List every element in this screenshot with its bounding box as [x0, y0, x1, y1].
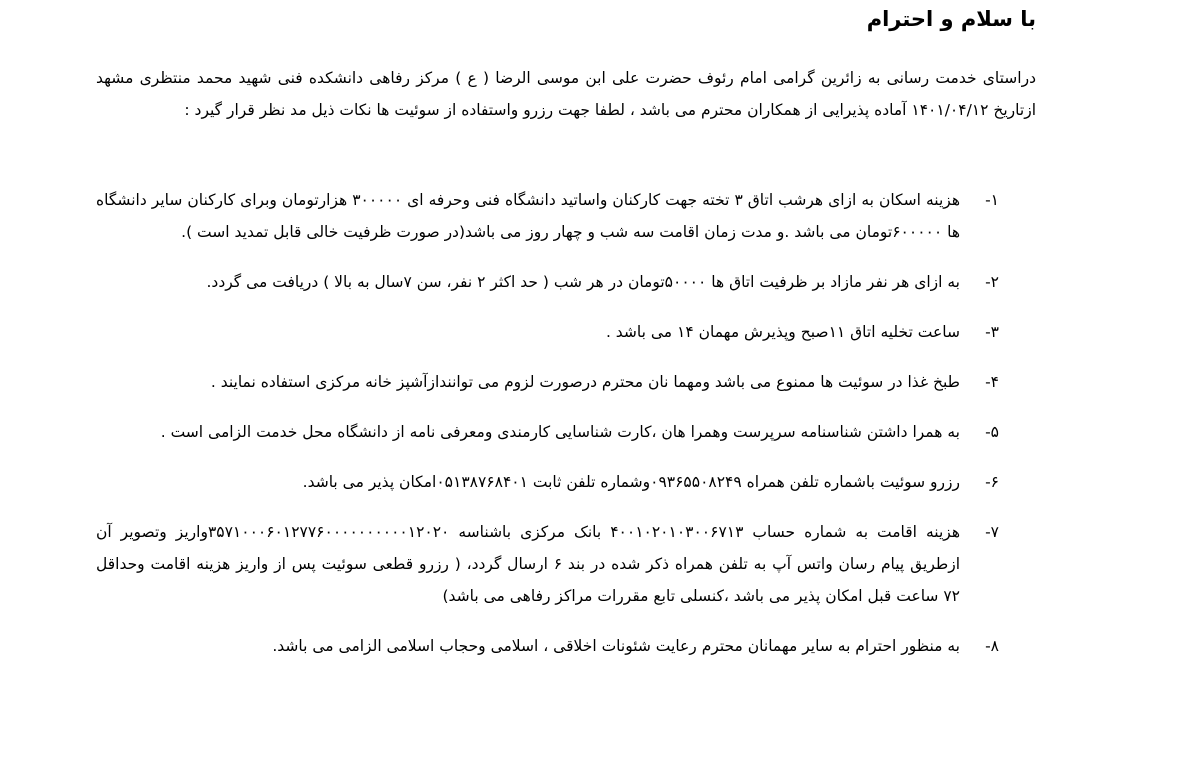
item-text: ساعت تخلیه اتاق ۱۱صبح وپذیرش مهمان ۱۴ می باشد . — [605, 323, 960, 341]
list-item — [0, 516, 1179, 612]
list-item — [0, 466, 1179, 498]
item-text: طبخ غذا در سوئیت ها ممنوع می باشد ومهما نان محترم درصورت لزوم می توانندازآشپز خانه مرکزی استفاده نمایند . — [210, 373, 960, 391]
item-number: ۳- — [985, 323, 999, 341]
item-number: ۷- — [985, 523, 999, 541]
item-text: به ازای هر نفر مازاد بر ظرفیت اتاق ها ۵۰۰۰۰تومان در هر شب ( حد اکثر ۲ نفر، سن ۷سال به بالا ) دریافت می گردد. — [206, 273, 960, 291]
item-text: رزرو سوئیت باشماره تلفن همراه ۰۹۳۶۵۵۰۸۲۴۹وشماره تلفن ثابت ۰۵۱۳۸۷۶۸۴۰۱امکان پذیر می باشد. — [302, 473, 960, 491]
list-item — [0, 316, 1179, 348]
item-number: ۶- — [985, 473, 999, 491]
item-number: ۸- — [985, 637, 999, 655]
item-number: ۴- — [985, 373, 999, 391]
rules-list — [0, 184, 1179, 680]
list-item — [0, 184, 1179, 248]
item-text: هزینه اسکان به ازای هرشب اتاق ۳ تخته جهت کارکنان واساتید دانشگاه فنی وحرفه ای ۳۰۰۰۰۰ هزارتومان وبرای کارکنان سایر دانشگاه ها ۶۰۰۰۰۰تومان می باشد .و مدت زمان اقامت سه شب و چهار روز می باشد(در صورت ظرفیت خالی قابل تمدید است ). — [96, 191, 960, 241]
greeting-heading: با سلام و احترام — [866, 7, 1036, 31]
list-item — [0, 266, 1179, 298]
list-item — [0, 366, 1179, 398]
item-text: هزینه اقامت به شماره حساب ۴۰۰۱۰۲۰۱۰۳۰۰۶۷۱۳ بانک مرکزی باشناسه ۳۵۷۱۰۰۰۶۰۱۲۷۷۶۰۰۰۰۰۰۰۰۰۰۱۲۰۲۰واریز وتصویر آن ازطریق پیام رسان واتس آپ به تلفن همراه ذکر شده در بند ۶ ارسال گردد، ( رزرو قطعی سوئیت پس از واریز هزینه اقامت وحداقل ۷۲ ساعت قبل امکان پذیر می باشد ،کنسلی تابع مقررات مراکز رفاهی می باشد) — [96, 523, 960, 605]
item-number: ۱- — [985, 191, 999, 209]
item-number: ۵- — [985, 423, 999, 441]
item-number: ۲- — [985, 273, 999, 291]
item-text: به منظور احترام به سایر مهمانان محترم رعایت شئونات اخلاقی ، اسلامی وحجاب اسلامی الزامی می باشد. — [272, 637, 960, 655]
item-text: به همرا داشتن شناسنامه سرپرست وهمرا هان ،کارت شناسایی کارمندی ومعرفی نامه از دانشگاه محل خدمت الزامی است . — [160, 423, 960, 441]
list-item — [0, 630, 1179, 662]
intro-paragraph: دراستای خدمت رسانی به زائرین گرامی امام رئوف حضرت علی ابن موسی الرضا ( ع ) مرکز رفاهی دانشکده فنی شهید محمد منتظری مشهد ازتاریخ ۱۴۰۱/۰۴/۱۲ آماده پذیرایی از همکاران محترم می باشد ، لطفا جهت رزرو واستفاده از سوئیت ها نکات ذیل مد نظر قرار گیرد : — [96, 69, 1036, 119]
list-item — [0, 416, 1179, 448]
